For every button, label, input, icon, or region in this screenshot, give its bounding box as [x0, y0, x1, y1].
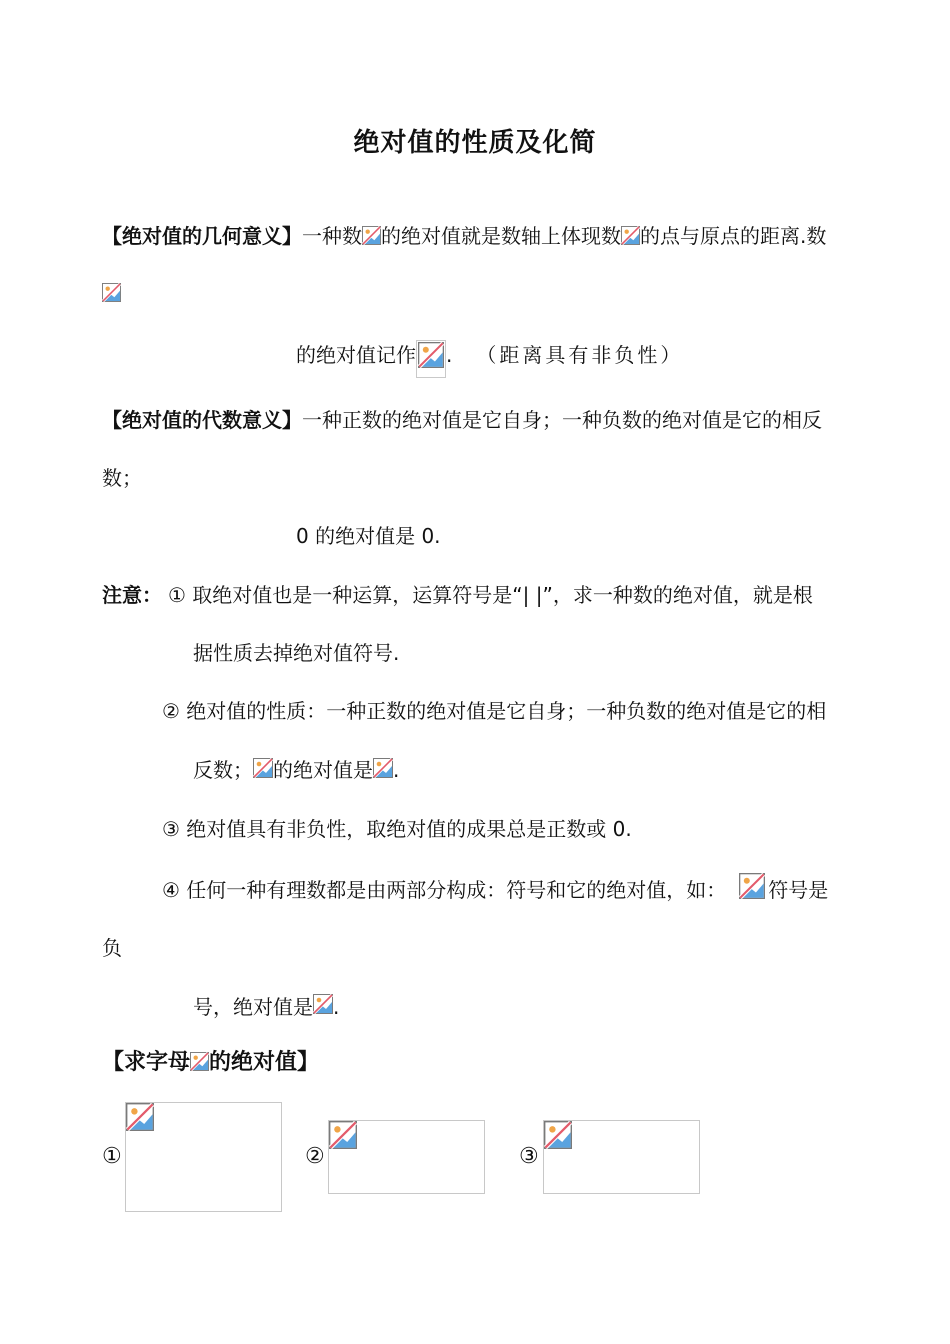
broken-image-icon	[416, 340, 446, 378]
algebraic-zero: 0 的绝对值是 0.	[296, 524, 441, 548]
broken-image-icon	[329, 1121, 357, 1149]
broken-image-icon	[126, 1103, 154, 1131]
note-4-line-2: 负	[102, 936, 122, 960]
note-4-line-3: 号，绝对值是 .	[193, 992, 339, 1022]
item-3-image-frame	[543, 1120, 700, 1194]
geometric-line-1: 【绝对值的几何意义】一种数 的绝对值就是数轴上体现数 的点与原点的距离.数	[102, 224, 827, 248]
broken-image-icon	[313, 992, 333, 1016]
letter-abs-heading: 【求字母 的绝对值】	[102, 1050, 320, 1075]
note-3: ③ 绝对值具有非负性，取绝对值的成果总是正数或 0.	[162, 817, 632, 841]
note-1-line-2: 据性质去掉绝对值符号.	[193, 641, 400, 665]
item-2-image-frame	[328, 1120, 485, 1194]
note-2-line-1: ② 绝对值的性质：一种正数的绝对值是它自身；一种负数的绝对值是它的相	[162, 699, 827, 723]
geometric-heading: 【绝对值的几何意义】	[102, 224, 302, 248]
page-title: 绝对值的性质及化简	[353, 128, 597, 158]
broken-image-icon	[253, 757, 273, 779]
note-4-line-1: ④ 任何一种有理数都是由两部分构成：符号和它的绝对值，如： 符号是	[162, 873, 828, 903]
broken-image-icon	[621, 226, 640, 245]
broken-image-icon	[190, 1052, 209, 1071]
algebraic-heading: 【绝对值的代数意义】	[102, 408, 302, 432]
geometric-line-2	[102, 278, 121, 308]
broken-image-icon	[544, 1121, 572, 1149]
item-3-number: ③	[519, 1144, 539, 1169]
item-1-image-frame	[125, 1102, 282, 1212]
algebraic-line-1: 【绝对值的代数意义】一种正数的绝对值是它自身；一种负数的绝对值是它的相反	[102, 408, 822, 432]
note-2-line-2: 反数； 的绝对值是 .	[193, 758, 400, 782]
non-negative-note: （距离具有非负性）	[476, 343, 684, 367]
algebraic-line-2: 数；	[102, 466, 142, 490]
item-1-number: ①	[102, 1144, 122, 1169]
note-label: 注意：	[102, 583, 162, 607]
geometric-line-3: 的绝对值记作 . （距离具有非负性）	[296, 340, 683, 370]
broken-image-icon	[362, 226, 381, 245]
broken-image-icon	[738, 873, 766, 899]
broken-image-icon	[102, 283, 121, 302]
item-2-number: ②	[305, 1144, 325, 1169]
note-1-line-1: 注意： ① 取绝对值也是一种运算，运算符号是“| |”，求一种数的绝对值，就是根	[102, 583, 813, 607]
broken-image-icon	[373, 757, 393, 779]
